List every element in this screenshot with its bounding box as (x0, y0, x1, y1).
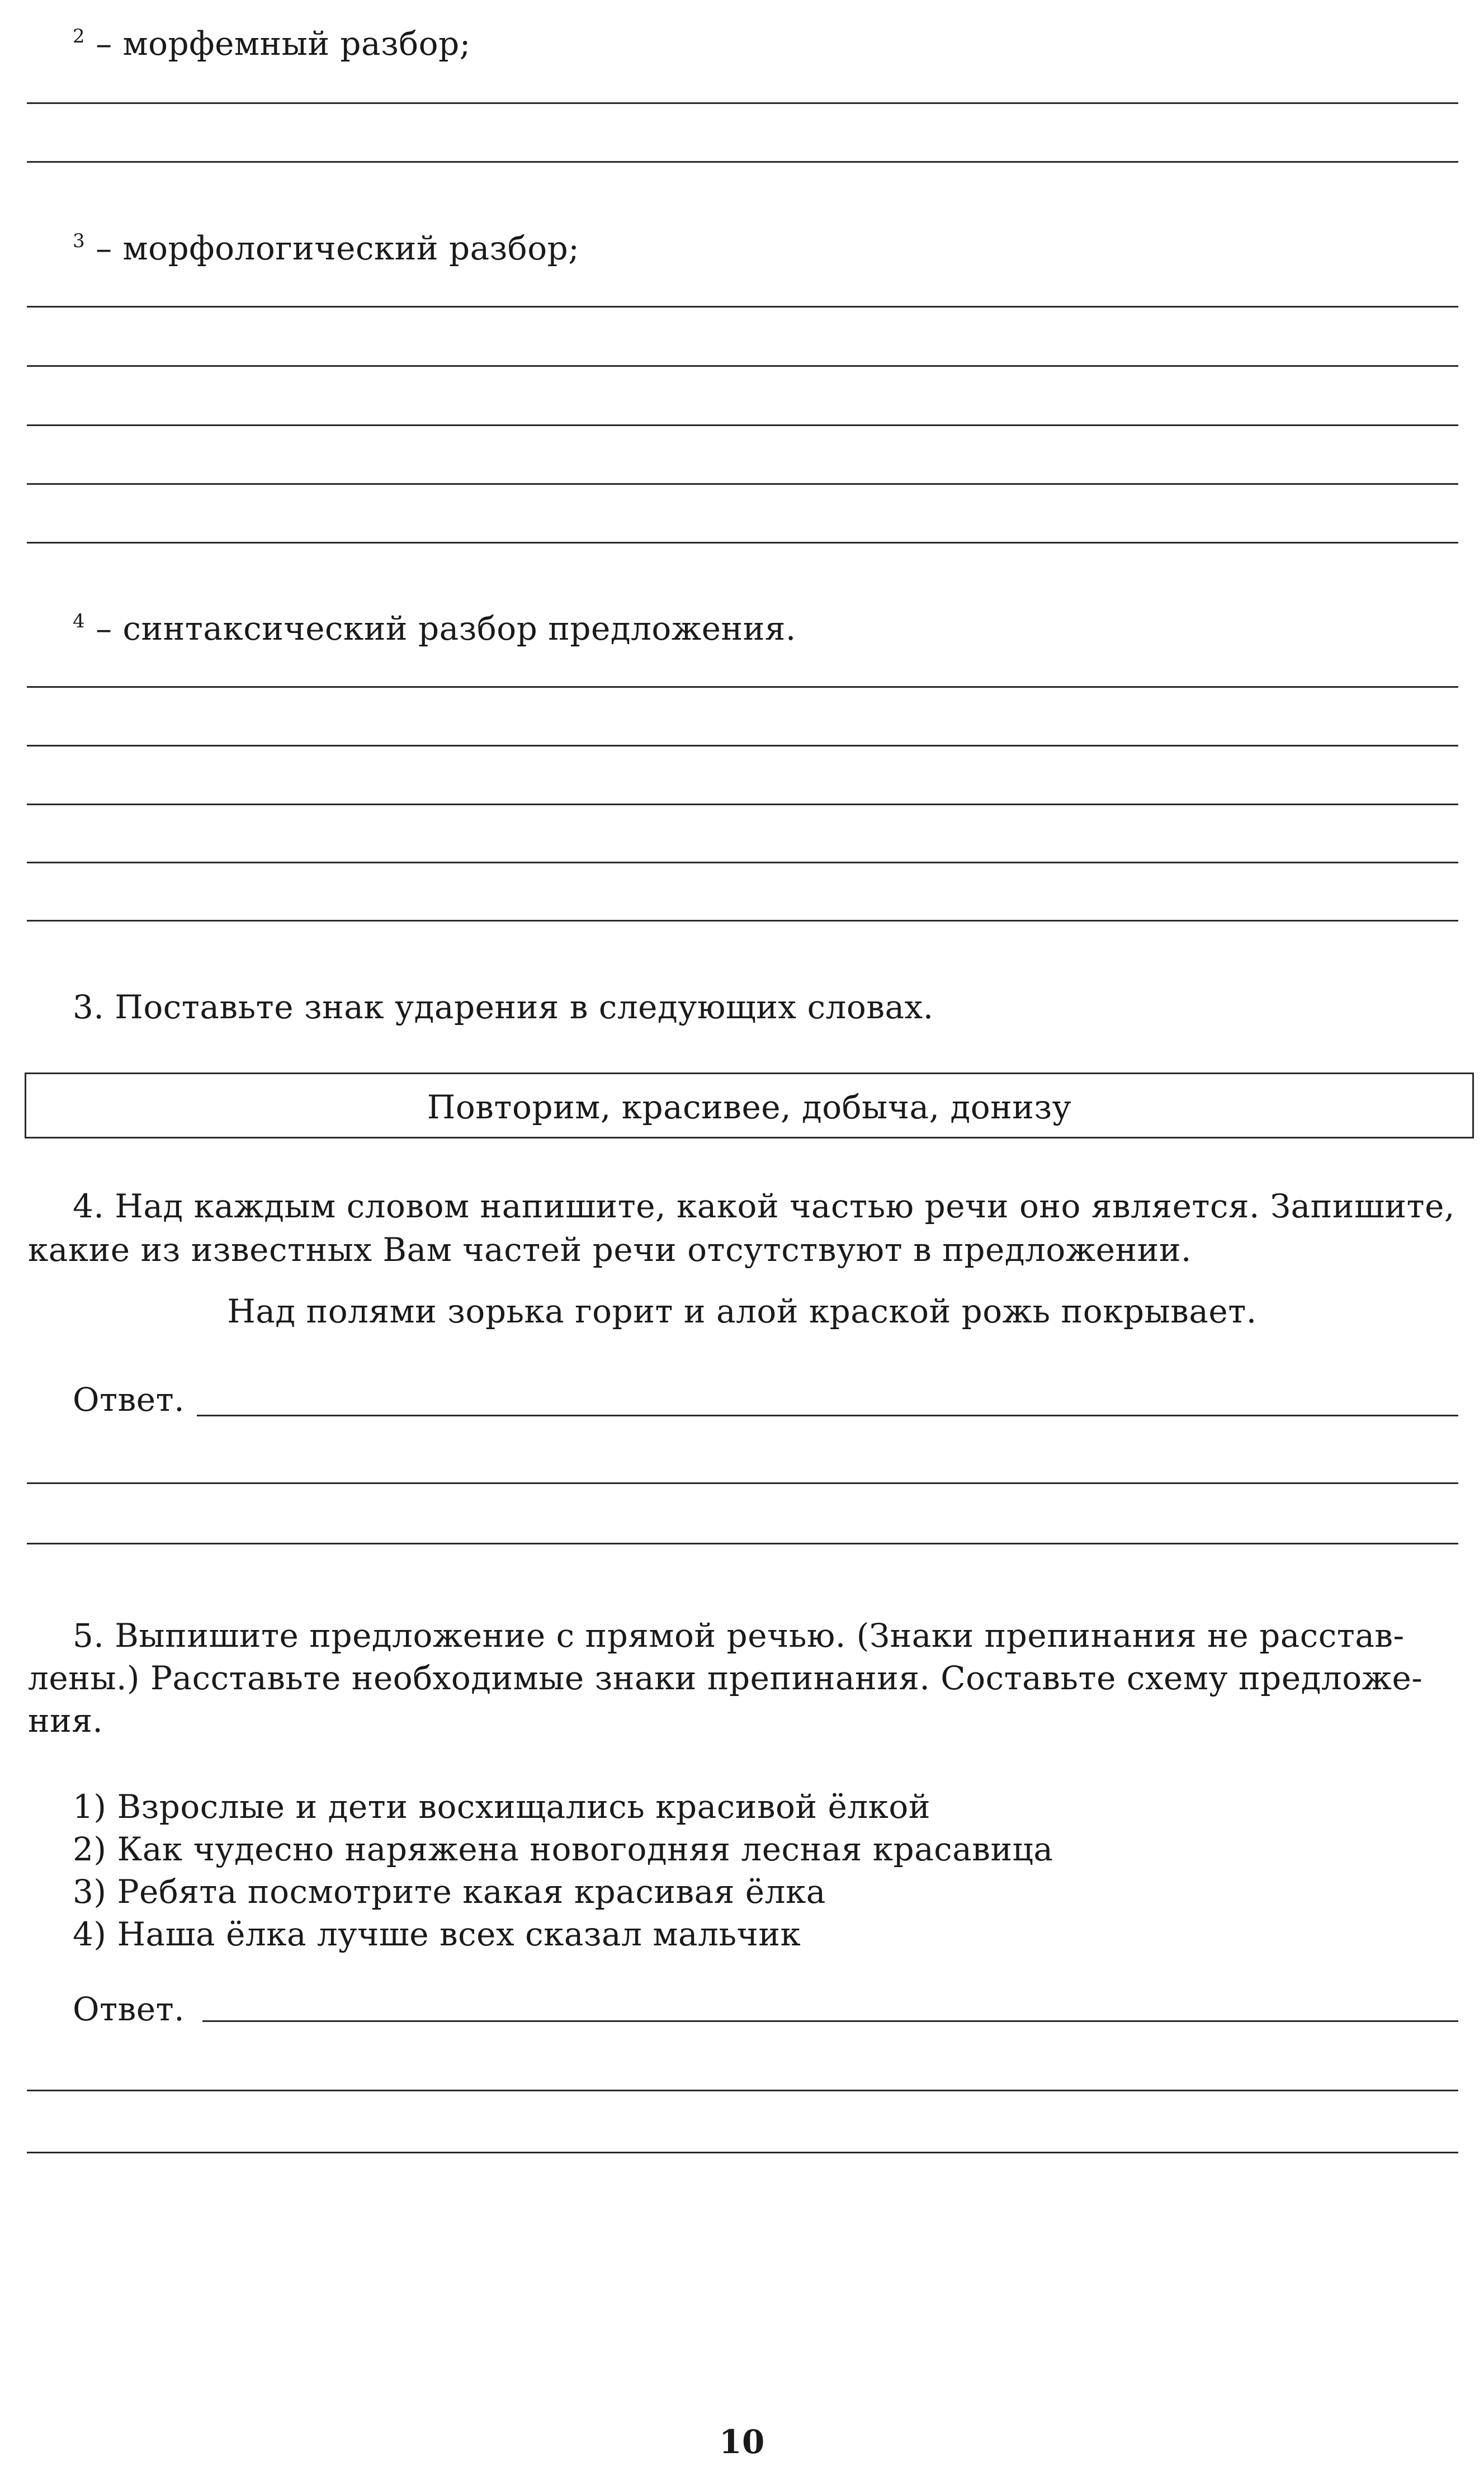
footnote-marker-2: 2 (73, 25, 86, 48)
writing-line[interactable] (27, 804, 1458, 805)
task4-sentence: Над полями зорька горит и алой краской рожь покрывает. (227, 1292, 1257, 1330)
task5-prompt-line2: лены.) Расставьте необходимые знаки препинания. Составьте схему предложе- (28, 1659, 1423, 1697)
writing-line[interactable] (27, 483, 1458, 485)
morphological-analysis-text: – морфологический разбор; (85, 229, 580, 267)
task5-answer-label: Ответ. (73, 1990, 185, 2028)
writing-line[interactable] (27, 102, 1458, 104)
task5-option-4: 4) Наша ёлка лучше всех сказал мальчик (73, 1915, 801, 1953)
task3-prompt: 3. Поставьте знак ударения в следующих словах. (73, 988, 934, 1026)
writing-line[interactable] (27, 424, 1458, 426)
task3-words-box (25, 1073, 1474, 1138)
writing-line[interactable] (27, 1543, 1458, 1544)
syntax-analysis-text: – синтаксический разбор предложения. (85, 610, 796, 648)
writing-line[interactable] (27, 745, 1458, 747)
task5-answer-line[interactable] (202, 2020, 1458, 2022)
syntax-analysis-label (73, 610, 796, 648)
writing-line[interactable] (27, 686, 1458, 688)
task4-prompt-line1: 4. Над каждым словом напишите, какой частью речи оно является. Запишите, (73, 1187, 1455, 1225)
morpheme-analysis-text: – морфемный разбор; (85, 25, 471, 63)
writing-line[interactable] (27, 920, 1458, 922)
task5-option-3: 3) Ребята посмотрите какая красивая ёлка (73, 1873, 826, 1911)
task5-prompt-line1: 5. Выпишите предложение с прямой речью. (Знаки препинания не расстав- (73, 1617, 1405, 1655)
writing-line[interactable] (27, 2090, 1458, 2091)
footnote-marker-3: 3 (73, 230, 86, 252)
task4-answer-label: Ответ. (73, 1381, 185, 1419)
writing-line[interactable] (27, 1482, 1458, 1484)
writing-line[interactable] (27, 862, 1458, 863)
morpheme-analysis-label (73, 25, 471, 63)
writing-line[interactable] (27, 161, 1458, 163)
task5-option-2: 2) Как чудесно наряжена новогодняя лесная красавица (73, 1830, 1053, 1868)
task5-prompt-line3: ния. (28, 1702, 103, 1740)
task4-answer-line[interactable] (197, 1415, 1458, 1416)
task5-option-1: 1) Взрослые и дети восхищались красивой ёлкой (73, 1788, 931, 1826)
task4-prompt-line2: какие из известных Вам частей речи отсутствуют в предложении. (28, 1231, 1192, 1269)
writing-line[interactable] (27, 365, 1458, 367)
morphological-analysis-label (73, 229, 580, 267)
task3-words: Повторим, красивее, добыча, донизу (427, 1088, 1072, 1126)
footnote-marker-4: 4 (73, 610, 86, 632)
page-number: 10 (719, 2423, 765, 2461)
writing-line[interactable] (27, 2152, 1458, 2153)
writing-line[interactable] (27, 542, 1458, 544)
writing-line[interactable] (27, 306, 1458, 308)
